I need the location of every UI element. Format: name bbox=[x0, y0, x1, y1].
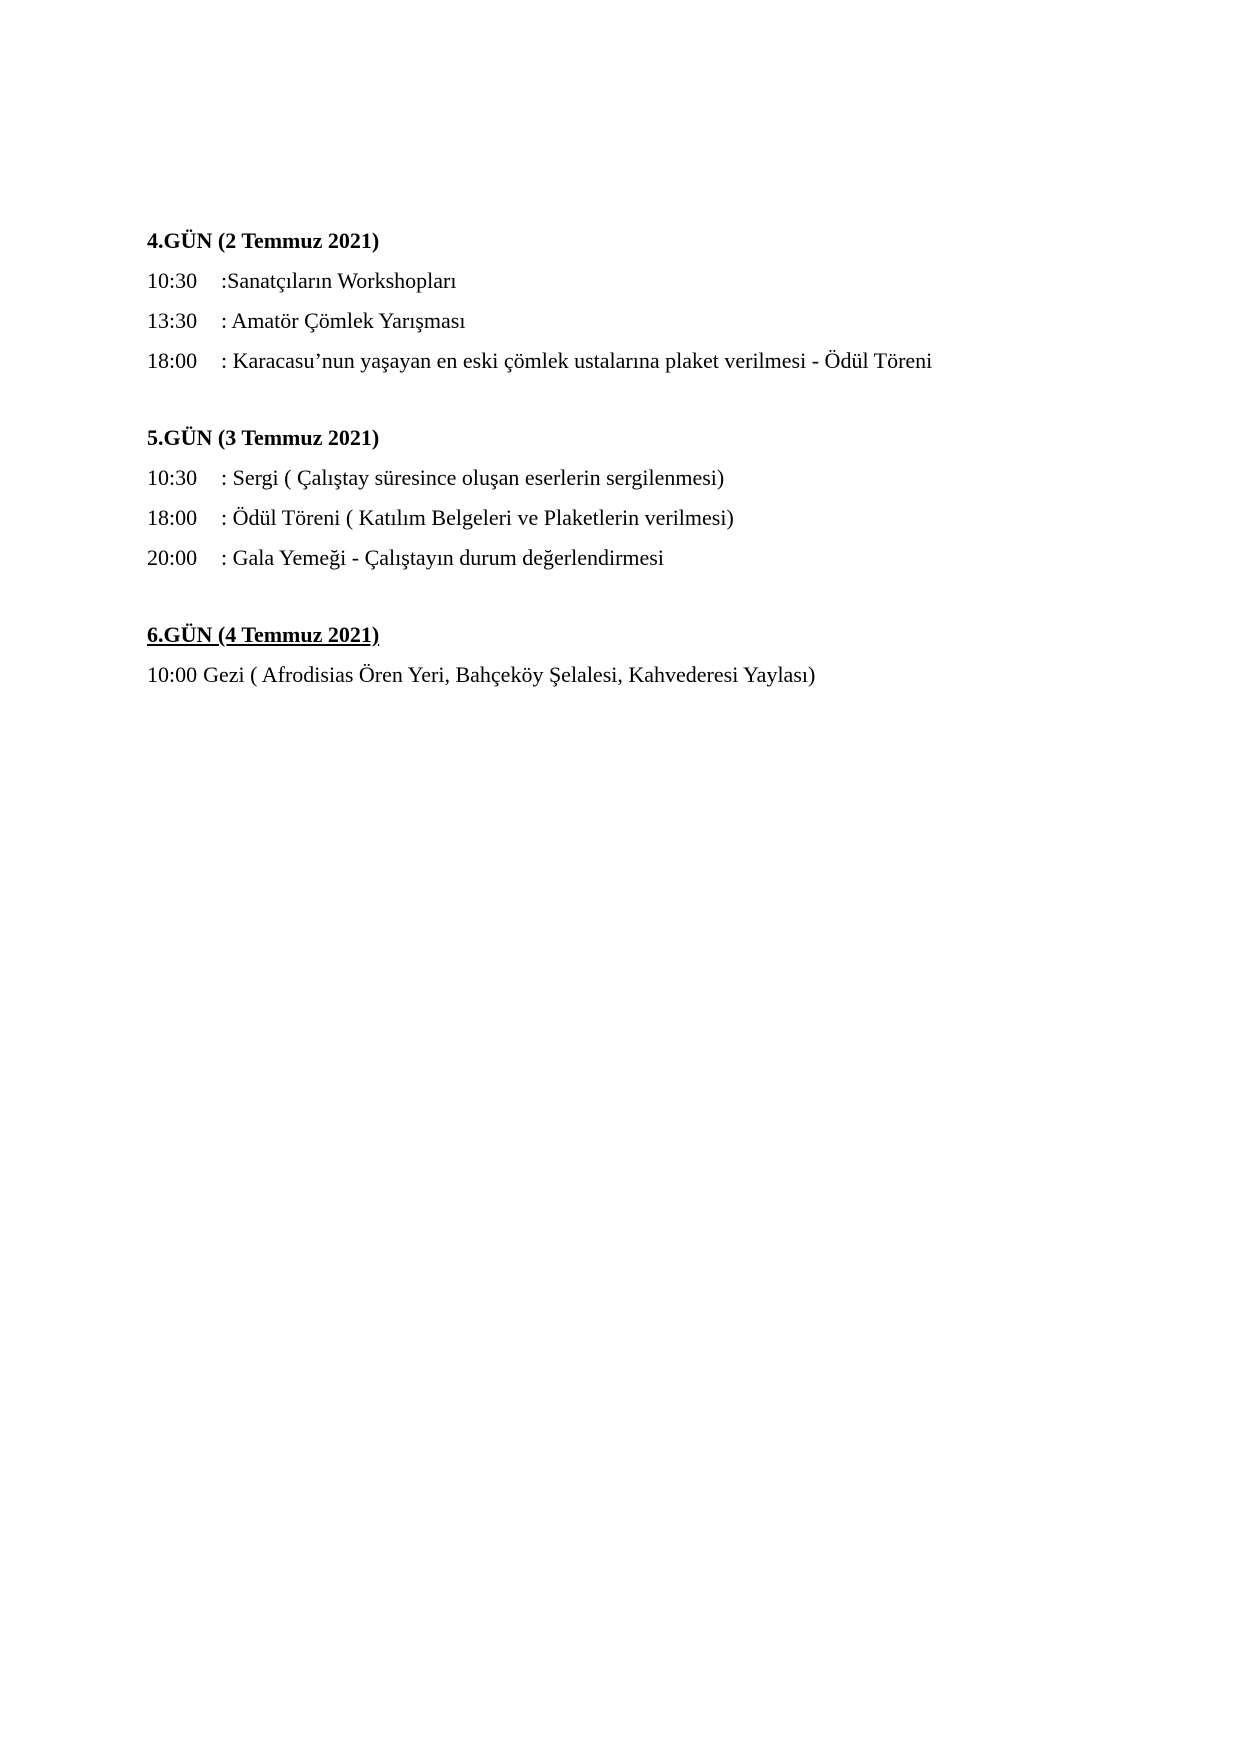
schedule-time: 13:30 bbox=[147, 308, 198, 333]
schedule-text: :Sanatçıların Workshopları bbox=[221, 268, 457, 293]
day-title: 5.GÜN (3 Temmuz 2021) bbox=[147, 425, 380, 450]
schedule-text: Gezi ( Afrodisias Ören Yeri, Bahçeköy Şelalesi, Kahvederesi Yaylası) bbox=[203, 662, 816, 687]
schedule-row bbox=[147, 543, 1147, 573]
day-title: 4.GÜN (2 Temmuz 2021) bbox=[147, 228, 380, 253]
day-4-section bbox=[147, 226, 1147, 376]
schedule-text: : Sergi ( Çalıştay süresince oluşan eserlerin sergilenmesi) bbox=[221, 465, 725, 490]
day-title: 6.GÜN (4 Temmuz 2021) bbox=[147, 622, 380, 647]
day-5-section bbox=[147, 423, 1147, 573]
schedule-text: : Ödül Töreni ( Katılım Belgeleri ve Plaketlerin verilmesi) bbox=[221, 505, 734, 530]
schedule-time: 18:00 bbox=[147, 505, 198, 530]
schedule-time: 10:30 bbox=[147, 268, 198, 293]
schedule-time: 18:00 bbox=[147, 348, 198, 373]
schedule-text: : Gala Yemeği - Çalıştayın durum değerlendirmesi bbox=[221, 545, 664, 570]
schedule-time: 10:30 bbox=[147, 465, 198, 490]
schedule-row bbox=[147, 306, 1147, 336]
schedule-time: 20:00 bbox=[147, 545, 198, 570]
day-6-section bbox=[147, 620, 1147, 690]
schedule-row bbox=[147, 463, 1147, 493]
schedule-row bbox=[147, 346, 1147, 376]
schedule-row bbox=[147, 660, 1147, 690]
schedule-text: : Amatör Çömlek Yarışması bbox=[221, 308, 466, 333]
schedule-time: 10:00 bbox=[147, 662, 198, 687]
schedule-text: : Karacasu’nun yaşayan en eski çömlek ustalarına plaket verilmesi - Ödül Töreni bbox=[221, 348, 933, 373]
schedule-row bbox=[147, 266, 1147, 296]
schedule-row bbox=[147, 503, 1147, 533]
